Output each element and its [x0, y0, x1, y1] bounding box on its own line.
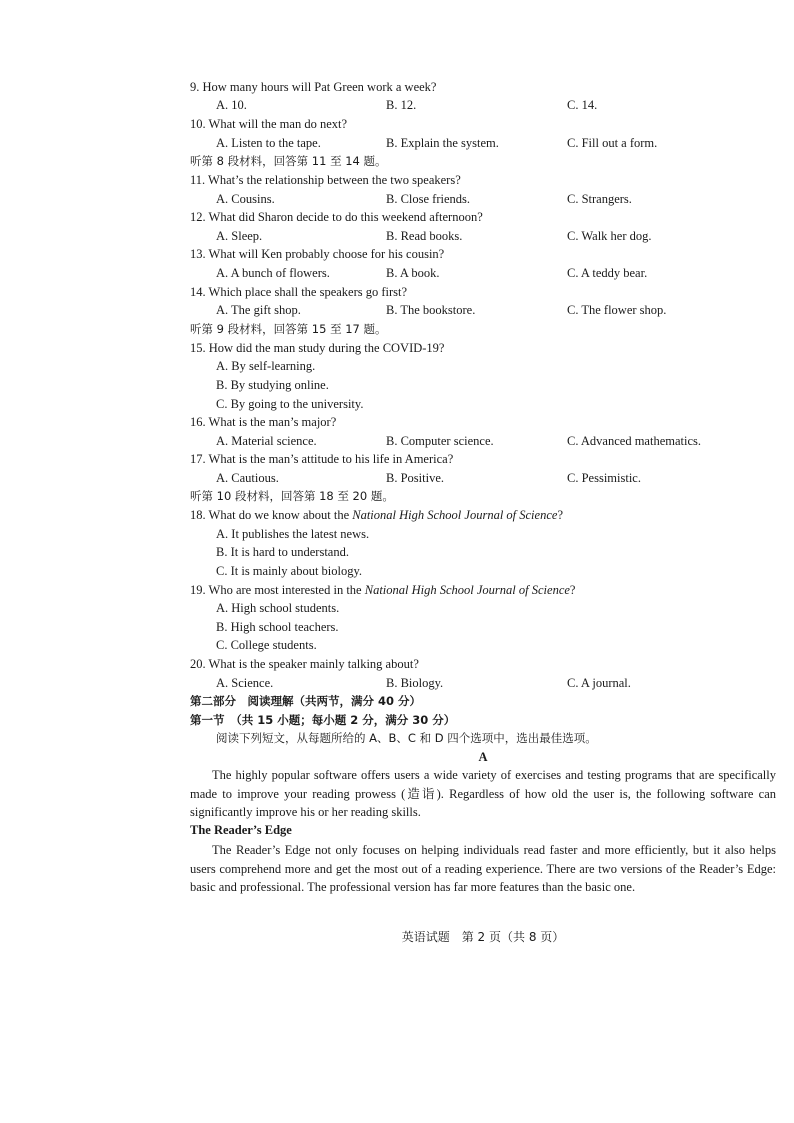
q12-option-a: A. Sleep.: [216, 229, 263, 243]
page-footer: 英语试题 第 2 页（共 8 页）: [401, 930, 565, 944]
q20-option-c: C. A journal.: [567, 676, 631, 690]
q18-option-a: A. It publishes the latest news.: [216, 527, 370, 541]
q14-option-c: C. The flower shop.: [567, 303, 667, 317]
q19-text: 19. Who are most interested in the: [190, 583, 365, 597]
q19-option-c: C. College students.: [216, 638, 317, 652]
paragraph-2-text: The Reader’s Edge not only focuses on helping individuals read faster and more efficiently, but it also helps users comprehend more and get the most out of a reading experience. There are two versions of the Reader’s Edge: basic and professional. The professional version has far more features than the basic one.: [190, 843, 776, 895]
q13-option-c: C. A teddy bear.: [567, 266, 648, 280]
q12-option-b: B. Read books.: [386, 229, 463, 243]
q19-option-b: B. High school teachers.: [216, 620, 339, 634]
q11-option-b: B. Close friends.: [386, 192, 471, 206]
passage-subheading: The Reader’s Edge: [190, 823, 292, 837]
section-9-note: 听第 9 段材料，回答第 15 至 17 题。: [190, 322, 387, 336]
q17-option-b: B. Positive.: [386, 471, 444, 485]
q19-mark: ?: [569, 583, 576, 597]
q13-option-b: B. A book.: [386, 266, 440, 280]
question-15: 15. How did the man study during the COVID-19?: [190, 341, 445, 355]
question-18: [190, 508, 563, 523]
q16-option-c: C. Advanced mathematics.: [567, 434, 701, 448]
question-12: 12. What did Sharon decide to do this weekend afternoon?: [190, 210, 483, 224]
q18-mark: ?: [557, 508, 563, 522]
q9-option-b: B. 12.: [386, 98, 417, 112]
question-16: 16. What is the man’s major?: [190, 415, 337, 429]
passage-paragraph-2: [190, 841, 776, 897]
passage-paragraph-1: [190, 766, 776, 822]
passage-label: A: [478, 750, 488, 764]
q19-journal-title: National High School Journal of Science: [364, 583, 570, 597]
question-10: 10. What will the man do next?: [190, 117, 348, 131]
question-17: 17. What is the man’s attitude to his life in America?: [190, 452, 454, 466]
q16-option-b: B. Computer science.: [386, 434, 494, 448]
q15-option-a: A. By self-learning.: [216, 359, 316, 373]
paragraph-1-text: The highly popular software offers users a wide variety of exercises and testing programs that are specifically made to improve your reading prowess (造诣). Regardless of how old the user is, the following software can significantly improve his or her reading skills.: [190, 768, 776, 820]
q20-option-a: A. Science.: [216, 676, 274, 690]
question-19: [190, 583, 575, 598]
q11-option-c: C. Strangers.: [567, 192, 632, 206]
q16-option-a: A. Material science.: [216, 434, 317, 448]
question-13: 13. What will Ken probably choose for his cousin?: [190, 247, 445, 261]
q11-option-a: A. Cousins.: [216, 192, 275, 206]
q15-option-b: B. By studying online.: [216, 378, 329, 392]
part-2-title: 第二部分 阅读理解（共两节，满分 40 分）: [190, 694, 422, 708]
q9-option-a: A. 10.: [216, 98, 247, 112]
q9-option-c: C. 14.: [567, 98, 598, 112]
q12-option-c: C. Walk her dog.: [567, 229, 652, 243]
q10-option-a: A. Listen to the tape.: [216, 136, 321, 150]
q18-option-c: C. It is mainly about biology.: [216, 564, 363, 578]
q10-option-b: B. Explain the system.: [386, 136, 499, 150]
question-11: 11. What’s the relationship between the two speakers?: [190, 173, 461, 187]
q10-option-c: C. Fill out a form.: [567, 136, 658, 150]
question-14: 14. Which place shall the speakers go first?: [190, 285, 408, 299]
q13-option-a: A. A bunch of flowers.: [216, 266, 330, 280]
q18-option-b: B. It is hard to understand.: [216, 545, 349, 559]
q15-option-c: C. By going to the university.: [216, 397, 364, 411]
q17-option-a: A. Cautious.: [216, 471, 279, 485]
q20-option-b: B. Biology.: [386, 676, 444, 690]
section-1-title: 第一节 （共 15 小题；每小题 2 分，满分 30 分）: [190, 713, 456, 727]
question-20: 20. What is the speaker mainly talking about?: [190, 657, 419, 671]
q17-option-c: C. Pessimistic.: [567, 471, 641, 485]
section-8-note: 听第 8 段材料，回答第 11 至 14 题。: [190, 154, 387, 168]
q14-option-a: A. The gift shop.: [216, 303, 301, 317]
q18-text: 18. What do we know about the: [190, 508, 353, 522]
reading-instruction: 阅读下列短文，从每题所给的 A、B、C 和 D 四个选项中，选出最佳选项。: [216, 731, 597, 745]
section-10-note: 听第 10 段材料，回答第 18 至 20 题。: [190, 489, 394, 503]
question-9: 9. How many hours will Pat Green work a week?: [190, 80, 437, 94]
q14-option-b: B. The bookstore.: [386, 303, 476, 317]
q19-option-a: A. High school students.: [216, 601, 340, 615]
q18-journal-title: National High School Journal of Science: [352, 508, 558, 522]
